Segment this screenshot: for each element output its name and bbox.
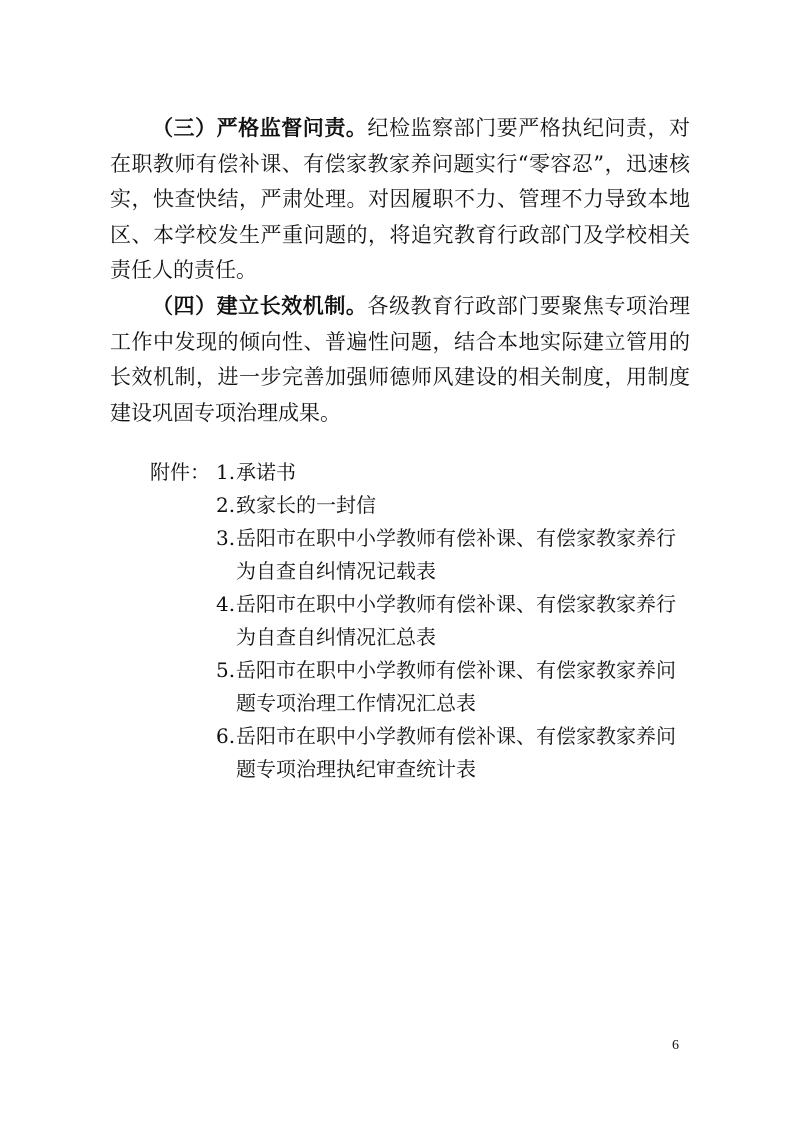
- attachments-list: [216, 456, 686, 786]
- attachments-label: 附件：: [150, 460, 210, 484]
- attachment-number: 1.: [216, 460, 236, 484]
- section-four-heading: （四）建立长效机制。: [152, 293, 368, 318]
- attachment-title: 岳阳市在职中小学教师有偿补课、有偿家教家养问题专项治理执纪审查统计表: [236, 724, 676, 781]
- section-four-body: 各级教育行政部门要聚焦专项治理工作中发现的倾向性、普遍性问题，结合本地实际建立管用的长效机制，进一步完善加强师德师风建设的相关制度，用制度建设巩固专项治理成果。: [110, 294, 691, 425]
- page-number: 6: [672, 1038, 679, 1053]
- attachment-title: 致家长的一封信: [236, 493, 376, 517]
- attachment-number: 6.: [216, 724, 236, 748]
- attachment-item-1: [216, 456, 686, 489]
- attachment-item-4: [216, 588, 686, 654]
- attachment-number: 3.: [216, 526, 236, 550]
- attachment-number: 4.: [216, 592, 236, 616]
- attachment-number: 5.: [216, 658, 236, 682]
- section-four-paragraph: [110, 288, 690, 431]
- attachment-title: 岳阳市在职中小学教师有偿补课、有偿家教家养行为自查自纠情况记载表: [236, 526, 676, 583]
- attachment-title: 承诺书: [236, 460, 296, 484]
- attachment-title: 岳阳市在职中小学教师有偿补课、有偿家教家养问题专项治理工作情况汇总表: [236, 658, 676, 715]
- attachment-item-3: [216, 522, 686, 588]
- section-three-paragraph: [110, 110, 690, 289]
- section-three-heading: （三）严格监督问责。: [152, 115, 368, 140]
- attachment-item-5: [216, 654, 686, 720]
- attachment-item-2: [216, 489, 686, 522]
- attachment-number: 2.: [216, 493, 236, 517]
- section-three-body: 纪检监察部门要严格执纪问责，对在职教师有偿补课、有偿家教家养问题实行“零容忍”，迅速核实，快查快结，严肃处理。对因履职不力、管理不力导致本地区、本学校发生严重问题的，将追究教育行政部门及学校相关责任人的责任。: [110, 116, 691, 282]
- attachment-item-6: [216, 720, 686, 786]
- attachment-title: 岳阳市在职中小学教师有偿补课、有偿家教家养行为自查自纠情况汇总表: [236, 592, 676, 649]
